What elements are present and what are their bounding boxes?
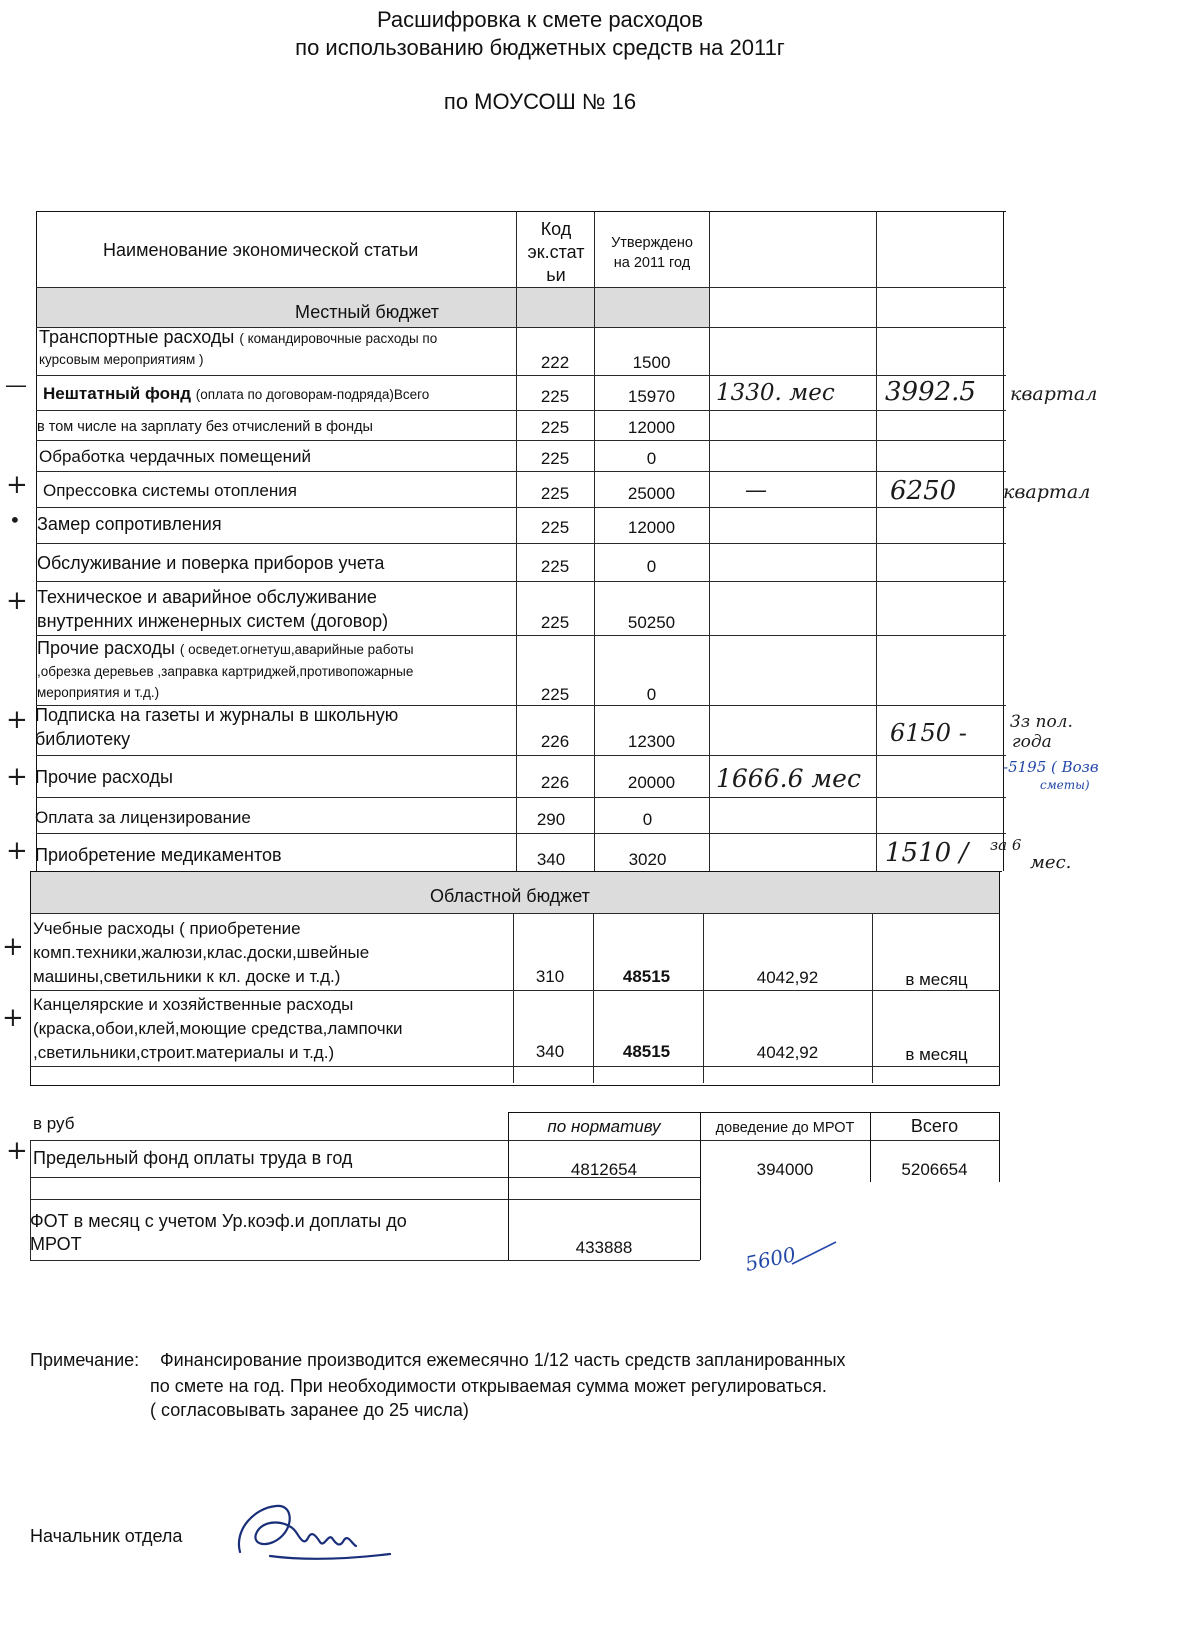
hand-r10-value: 6150 -: [890, 719, 967, 747]
col-header-code: Код эк.стат ьи: [527, 219, 585, 285]
row-subscription-amount: 12300: [627, 732, 676, 751]
row-other-expenses-name-l3: мероприятия и т.д.): [37, 685, 160, 700]
row-transport-name: Транспортные расходы ( командировочные расходы по: [39, 327, 438, 347]
row-attic-code: 225: [540, 449, 570, 468]
margin-plus-r5: +: [6, 470, 28, 500]
note-line3: ( согласовывать заранее до 25 числа): [150, 1400, 469, 1420]
margin-plus-r11: +: [6, 762, 28, 792]
row-meters-amount: 0: [646, 557, 657, 576]
note-line2: по смете на год. При необходимости открываемая сумма может регулироваться.: [150, 1376, 827, 1396]
hand-r13-value: 1510 /: [885, 838, 969, 868]
signature-scribble: [230, 1490, 400, 1570]
regional-row-office-name: Канцелярские и хозяйственные расходы (краска,обои,клей,моющие средства,лампочки ,светильники,строит.материалы и т.д.): [33, 995, 403, 1062]
hand-blue-number: 5600: [743, 1241, 798, 1277]
margin-plus-fund: +: [6, 1136, 28, 1166]
row-other-226-name: Прочие расходы: [35, 767, 173, 787]
hand-r11-blue-l2: сметы): [1040, 778, 1090, 792]
row-salary-amount: 12000: [627, 418, 676, 437]
row-medicines-amount: 3020: [628, 850, 667, 869]
row-maintenance-code: 225: [540, 613, 570, 632]
row-medicines-name: Приобретение медикаментов: [35, 845, 282, 865]
regional-row-office-period: в месяц: [905, 1045, 968, 1064]
regional-row-education-period: в месяц: [905, 970, 968, 989]
row-pressure-test-name: Опрессовка системы отопления: [43, 481, 297, 500]
row-licensing-code: 290: [536, 810, 566, 829]
payroll-col-mrot: доведение до МРОТ: [715, 1120, 855, 1136]
row-maintenance-amount: 50250: [627, 613, 676, 632]
margin-plus-r10: +: [6, 705, 28, 735]
payroll-fund-total: 5206654: [901, 1160, 968, 1179]
note-line1: Финансирование производится ежемесячно 1/12 часть средств запланированных: [160, 1350, 846, 1370]
payroll-fund-label: Предельный фонд оплаты труда в год: [33, 1148, 353, 1168]
row-medicines-code: 340: [536, 850, 566, 869]
signature-label: Начальник отдела: [30, 1526, 183, 1546]
hand-r11-blue: -5195 ( Возв: [1003, 758, 1099, 776]
payroll-unit: в руб: [33, 1114, 75, 1133]
payroll-fund-mrot: 394000: [756, 1160, 814, 1179]
hand-r13-note-l2: мес.: [1030, 852, 1072, 873]
organization-line: по МОУСОШ № 16: [443, 89, 637, 114]
regional-row-office-code: 340: [535, 1042, 565, 1061]
row-other-226-code: 226: [540, 773, 570, 792]
margin-plus-reg1: +: [2, 932, 24, 962]
payroll-fot-value: 433888: [575, 1238, 633, 1257]
col-header-name: Наименование экономической статьи: [103, 240, 419, 260]
row-freelance-fund-name: Нештатный фонд (оплата по договорам-подряда)Всего: [43, 384, 430, 403]
hand-r5-quarter: 6250: [890, 476, 957, 506]
note-label: Примечание:: [30, 1350, 140, 1370]
row-resistance-amount: 12000: [627, 518, 676, 537]
regional-row-office-monthly: 4042,92: [756, 1043, 819, 1062]
margin-plus-r13: +: [6, 836, 28, 866]
row-attic-name: Обработка чердачных помещений: [39, 447, 311, 466]
hand-r11-month: 1666.6 мес: [716, 764, 861, 793]
margin-plus-r8: +: [6, 586, 28, 616]
row-subscription-name: Подписка на газеты и журналы в школьную библиотеку: [35, 705, 399, 749]
hand-r13-note-l1: за 6: [990, 836, 1022, 854]
row-other-expenses-amount: 0: [646, 685, 657, 704]
row-meters-code: 225: [540, 557, 570, 576]
row-transport-amount: 1500: [632, 353, 671, 372]
payroll-fot-label: ФОТ в месяц с учетом Ур.коэф.и доплаты до МРОТ: [30, 1211, 407, 1254]
hand-r10-note-l1: 3з пол.: [1010, 712, 1073, 732]
row-maintenance-name: Техническое и аварийное обслуживание внутренних инженерных систем (договор): [37, 587, 389, 631]
regional-row-education-monthly: 4042,92: [756, 968, 819, 987]
row-other-expenses-name: Прочие расходы ( осведет.огнетуш,аварийные работы: [37, 638, 414, 658]
regional-row-education-code: 310: [535, 967, 565, 986]
row-freelance-fund-code: 225: [540, 387, 570, 406]
payroll-fund-norm: 4812654: [570, 1160, 638, 1179]
section-regional-budget: Областной бюджет: [430, 886, 590, 906]
row-resistance-name: Замер сопротивления: [37, 514, 222, 534]
row-transport-name-l2: курсовым мероприятиям ): [39, 352, 204, 367]
hand-r2-month: 1330. мес: [716, 380, 835, 406]
hand-r2-quarter-word: квартал: [1010, 383, 1098, 405]
payroll-col-total: Всего: [910, 1116, 959, 1136]
regional-row-office-amount: 48515: [622, 1042, 671, 1061]
row-meters-name: Обслуживание и поверка приборов учета: [37, 553, 385, 573]
margin-dot-r6: •: [9, 508, 21, 532]
row-other-226-amount: 20000: [627, 773, 676, 792]
row-licensing-amount: 0: [642, 810, 653, 829]
payroll-col-norm: по нормативу: [547, 1117, 661, 1136]
margin-plus-reg2: +: [2, 1003, 24, 1033]
row-licensing-name: Оплата за лицензирование: [35, 808, 251, 827]
row-resistance-code: 225: [540, 518, 570, 537]
row-pressure-test-code: 225: [540, 484, 570, 503]
row-freelance-fund-amount: 15970: [627, 387, 676, 406]
row-other-expenses-name-l2: ,обрезка деревьев ,заправка картриджей,противопожарные: [37, 664, 414, 679]
row-salary-name: в том числе на зарплату без отчислений в фонды: [37, 419, 373, 435]
hand-r5-dash: —: [745, 478, 767, 503]
blue-slash-mark: [790, 1238, 840, 1268]
row-other-expenses-code: 225: [540, 685, 570, 704]
row-pressure-test-amount: 25000: [627, 484, 676, 503]
col-header-approved: Утверждено на 2011 год: [611, 235, 693, 271]
document-title-line1: Расшифровка к смете расходов: [376, 7, 704, 32]
hand-r5-quarter-word: квартал: [1003, 481, 1091, 503]
document-title-line2: по использованию бюджетных средств на 2011г: [295, 35, 785, 60]
section-local-budget: Местный бюджет: [295, 302, 439, 322]
hand-r10-note-l2: года: [1012, 732, 1052, 752]
margin-minus-r2: —: [5, 373, 27, 398]
row-subscription-code: 226: [540, 732, 570, 751]
hand-r2-quarter: 3992.5: [885, 377, 976, 407]
row-attic-amount: 0: [646, 449, 657, 468]
regional-row-education-amount: 48515: [622, 967, 671, 986]
regional-row-education-name: Учебные расходы ( приобретение комп.техники,жалюзи,клас.доски,швейные машины,светильники к кл. доске и т.д.): [33, 919, 370, 986]
row-transport-code: 222: [540, 353, 570, 372]
row-salary-code: 225: [540, 418, 570, 437]
